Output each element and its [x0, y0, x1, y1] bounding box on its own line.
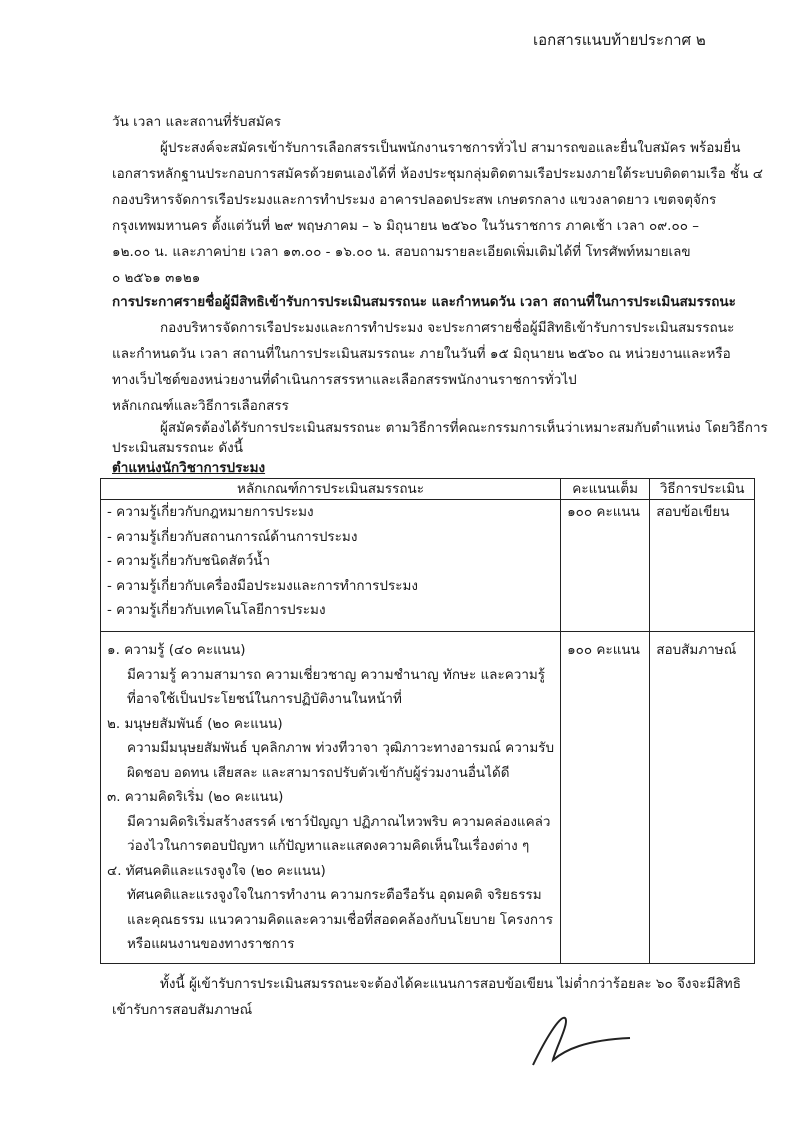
header-criteria: หลักเกณฑ์การประเมินสมรรถนะ	[101, 479, 561, 500]
attachment-label: เอกสารแนบท้ายประกาศ ๒	[533, 31, 706, 49]
criteria-desc: และคุณธรรม แนวความคิดและความเชื่อที่สอดคล้องกับนโยบาย โครงการ	[127, 911, 553, 928]
criteria-desc: ผิดชอบ อดทน เสียสละ และสามารถปรับตัวเข้ากับผู้ร่วมงานอื่นได้ดี	[127, 764, 510, 781]
paragraph-line: ๑๒.๐๐ น. และภาคบ่าย เวลา ๑๓.๐๐ - ๑๖.๐๐ น. สอบถามรายละเอียดเพิ่มเติมได้ที่ โทรศัพท์หมายเลข	[112, 244, 691, 260]
paragraph-line: เอกสารหลักฐานประกอบการสมัครด้วยตนเองได้ที่ ห้องประชุมกลุ่มติดตามเรือประมงภายใต้ระบบติดตามเรือ ชั้น ๔	[112, 166, 763, 182]
criteria-item: - ความรู้เกี่ยวกับชนิดสัตว์น้ำ	[107, 553, 271, 569]
paragraph-line: ทางเว็บไซต์ของหน่วยงานที่ดำเนินการสรรหาและเลือกสรรพนักงานราชการทั่วไป	[112, 372, 577, 388]
criteria-desc: ว่องไวในการตอบปัญหา แก้ปัญหาและแสดงความคิดเห็นในเรื่องต่าง ๆ	[127, 838, 530, 854]
paragraph-line: กองบริหารจัดการเรือประมงและการทำประมง อาคารปลอดประสพ เกษตรกลาง แขวงลาดยาว เขตจตุจักร	[112, 192, 717, 208]
criteria-desc: มีความรู้ ความสามารถ ความเชี่ยวชาญ ความชำนาญ ทักษะ และความรู้	[127, 666, 546, 683]
criteria-item: - ความรู้เกี่ยวกับกฎหมายการประมง	[107, 504, 314, 520]
header-score: คะแนนเต็ม	[561, 479, 650, 500]
paragraph-line: ประเมินสมรรถนะ ดังนี้	[112, 440, 243, 456]
criteria-item: - ความรู้เกี่ยวกับสถานการณ์ด้านการประมง	[107, 528, 358, 545]
section-title-application: วัน เวลา และสถานที่รับสมัคร	[112, 114, 282, 130]
paragraph-line: ผู้สมัครต้องได้รับการประเมินสมรรถนะ ตามวิธีการที่คณะกรรมการเห็นว่าเหมาะสมกับตำแหน่ง โดยวิธีการ	[160, 420, 768, 436]
criteria-cell	[101, 632, 561, 964]
criteria-item: - ความรู้เกี่ยวกับเทคโนโลยีการประมง	[107, 602, 326, 618]
criteria-desc: ทัศนคติและแรงจูงใจในการทำงาน ความกระตือรือร้น อุดมคติ จริยธรรม	[127, 887, 542, 903]
criteria-heading: ๓. ความคิดริเริ่ม (๒๐ คะแนน)	[107, 789, 284, 805]
criteria-cell	[101, 500, 561, 632]
criteria-desc: ความมีมนุษยสัมพันธ์ บุคลิกภาพ ท่วงทีวาจา วุฒิภาวะทางอารมณ์ ความรับ	[127, 740, 555, 756]
criteria-table	[100, 478, 755, 964]
footer-line: ทั้งนี้ ผู้เข้ารับการประเมินสมรรถนะจะต้องได้คะแนนการสอบข้อเขียน ไม่ต่ำกว่าร้อยละ ๖๐ จึงจะมีสิทธิ	[160, 976, 741, 992]
footer-line: เข้ารับการสอบสัมภาษณ์	[112, 1002, 253, 1018]
method-cell: สอบข้อเขียน	[650, 500, 755, 632]
section-title-announcement: การประกาศรายชื่อผู้มีสิทธิเข้ารับการประเมินสมรรถนะ และกำหนดวัน เวลา สถานที่ในการประเมินสมรรถนะ	[112, 294, 736, 310]
table-row	[101, 500, 755, 632]
table-row	[101, 632, 755, 964]
score-cell: ๑๐๐ คะแนน	[561, 500, 650, 632]
criteria-heading: ๑. ความรู้ (๔๐ คะแนน)	[107, 642, 246, 658]
signature-mark	[525, 1010, 635, 1070]
paragraph-line: ผู้ประสงค์จะสมัครเข้ารับการเลือกสรรเป็นพนักงานราชการทั่วไป สามารถขอและยื่นใบสมัคร พร้อมยื่น	[160, 140, 741, 156]
paragraph-line: กรุงเทพมหานคร ตั้งแต่วันที่ ๒๙ พฤษภาคม – ๖ มิถุนายน ๒๕๖๐ ในวันราชการ ภาคเช้า เวลา ๐๙.๐๐ –	[112, 218, 699, 234]
score-cell: ๑๐๐ คะแนน	[561, 632, 650, 964]
header-method: วิธีการประเมิน	[650, 479, 755, 500]
criteria-desc: มีความคิดริเริ่มสร้างสรรค์ เชาว์ปัญญา ปฏิภาณไหวพริบ ความคล่องแคล่ว	[127, 813, 551, 830]
paragraph-line: ๐ ๒๕๖๑ ๓๑๒๑	[112, 270, 201, 286]
paragraph-line: และกำหนดวัน เวลา สถานที่ในการประเมินสมรรถนะ ภายในวันที่ ๑๕ มิถุนายน ๒๕๖๐ ณ หน่วยงานและหรือ	[112, 346, 731, 362]
position-title: ตำแหน่งนักวิชาการประมง	[112, 460, 266, 476]
method-cell: สอบสัมภาษณ์	[650, 632, 755, 964]
table-header-row	[101, 479, 755, 500]
criteria-item: - ความรู้เกี่ยวกับเครื่องมือประมงและการทำการประมง	[107, 577, 418, 594]
criteria-heading: ๒. มนุษยสัมพันธ์ (๒๐ คะแนน)	[107, 715, 283, 732]
criteria-desc: ที่อาจใช้เป็นประโยชน์ในการปฏิบัติงานในหน้าที่	[127, 691, 402, 707]
section-title-criteria: หลักเกณฑ์และวิธีการเลือกสรร	[112, 398, 289, 414]
criteria-desc: หรือแผนงานของทางราชการ	[127, 936, 295, 952]
paragraph-line: กองบริหารจัดการเรือประมงและการทำประมง จะประกาศรายชื่อผู้มีสิทธิเข้ารับการประเมินสมรรถนะ	[160, 320, 735, 336]
criteria-heading: ๔. ทัศนคติและแรงจูงใจ (๒๐ คะแนน)	[107, 862, 326, 879]
